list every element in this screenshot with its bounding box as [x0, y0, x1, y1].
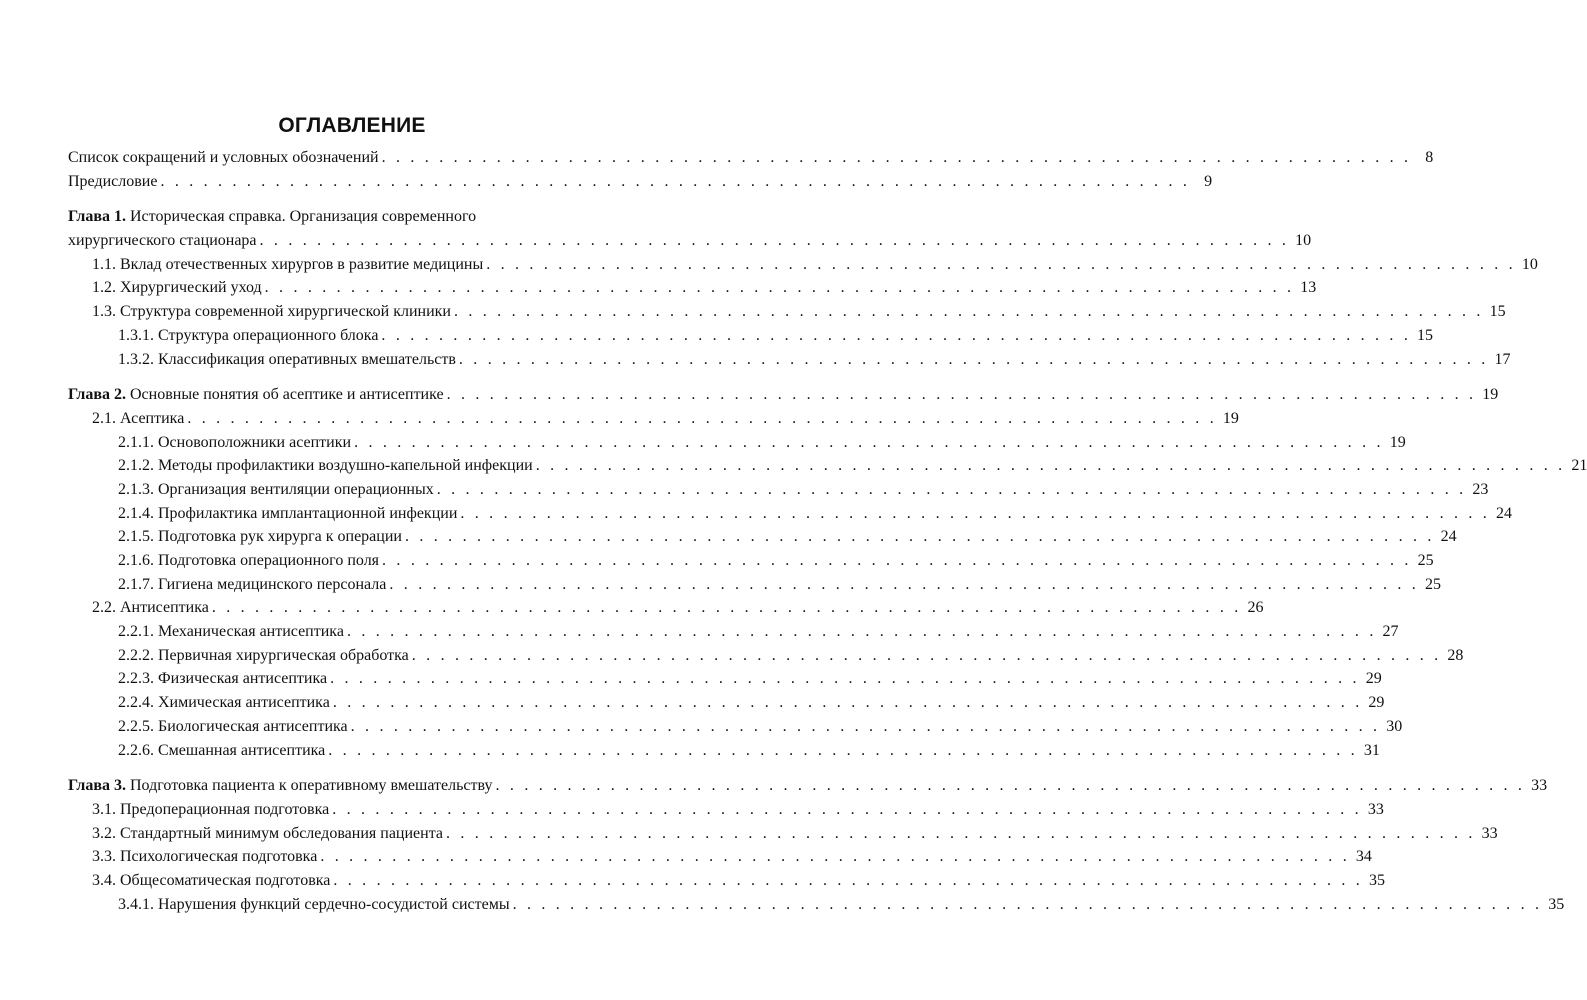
- toc-entry[interactable]: [68, 276, 1317, 300]
- toc-entry-text: 1.3. Структура современной хирургической клиники: [92, 303, 451, 321]
- toc-page-number: 30: [1386, 717, 1403, 735]
- toc-entry-text: 1.2. Хирургический уход: [92, 279, 262, 297]
- toc-page-number: 24: [1495, 504, 1512, 522]
- toc-leader-dots: . . . . . . . . . . . . . . . . . . . . . . . . . . . . . . . . . . . . . . . . . . . . . . . . . . . . . . . . . . . . . . . . . . . . . . . .: [495, 777, 1526, 795]
- toc-entry-text: 2.1.3. Организация вентиляции операционных: [118, 480, 434, 498]
- toc-page-number: 10: [1295, 232, 1312, 250]
- chapter-2-entries: [68, 407, 1587, 762]
- toc-leader-dots: . . . . . . . . . . . . . . . . . . . . . . . . . . . . . . . . . . . . . . . . . . . . . . . . . . . . . . . . . . . . . . . . . . . . . . . .: [333, 871, 1363, 889]
- toc-leader-dots: . . . . . . . . . . . . . . . . . . . . . . . . . . . . . . . . . . . . . . . . . . . . . . . . . . . . . . . . . . . . . . . . . . . . . . . .: [187, 409, 1217, 427]
- table-of-contents: [68, 146, 1587, 916]
- toc-entry[interactable]: [68, 300, 1506, 324]
- toc-entry-text: Предисловие: [68, 172, 158, 190]
- toc-entry[interactable]: [68, 253, 1538, 277]
- toc-page-number: 33: [1481, 824, 1498, 842]
- toc-entry-text: 2.2.3. Физическая антисептика: [118, 670, 328, 688]
- toc-leader-dots: . . . . . . . . . . . . . . . . . . . . . . . . . . . . . . . . . . . . . . . . . . . . . . . . . . . . . . . . . . . . . . . . . . . . . . . .: [328, 741, 1358, 759]
- toc-entry[interactable]: [68, 715, 1403, 739]
- toc-chapter-3[interactable]: [68, 774, 1548, 798]
- toc-leader-dots: . . . . . . . . . . . . . . . . . . . . . . . . . . . . . . . . . . . . . . . . . . . . . . . . . . . . . . . . . . . . . . . . . . . . . . . .: [382, 552, 1412, 570]
- toc-leader-dots: . . . . . . . . . . . . . . . . . . . . . . . . . . . . . . . . . . . . . . . . . . . . . . . . . . . . . . . . . . . . . . . . . . . . . . . .: [211, 599, 1242, 617]
- toc-entry[interactable]: [68, 454, 1587, 478]
- toc-leader-dots: . . . . . . . . . . . . . . . . . . . . . . . . . . . . . . . . . . . . . . . . . . . . . . . . . . . . . . . . . . . . . . . . . . . . . . . .: [512, 895, 1543, 913]
- toc-leader-dots: . . . . . . . . . . . . . . . . . . . . . . . . . . . . . . . . . . . . . . . . . . . . . . . . . . . . . . . . . . . . . . . . . . . . . . . .: [486, 255, 1516, 273]
- toc-leader-dots: . . . . . . . . . . . . . . . . . . . . . . . . . . . . . . . . . . . . . . . . . . . . . . . . . . . . . . . . . . . . . . . . . . . . . . . .: [332, 800, 1362, 818]
- toc-entry[interactable]: [68, 525, 1457, 549]
- toc-page-number: 26: [1247, 599, 1264, 617]
- toc-page-number: 35: [1368, 871, 1385, 889]
- chapter-title: Подготовка пациента к оперативному вмешательству: [130, 777, 493, 795]
- chapter-title: Основные понятия об асептике и антисептике: [130, 386, 444, 404]
- toc-entry[interactable]: [68, 822, 1498, 846]
- toc-page-number: 13: [1300, 279, 1317, 297]
- toc-page-number: 28: [1447, 646, 1464, 664]
- toc-leader-dots: . . . . . . . . . . . . . . . . . . . . . . . . . . . . . . . . . . . . . . . . . . . . . . . . . . . . . . . . . . . . . . . . . . . . . . . .: [446, 386, 1477, 404]
- toc-page-number: 35: [1548, 895, 1565, 913]
- toc-entry-text: 2.1.4. Профилактика имплантационной инфекции: [118, 504, 458, 522]
- toc-page-number: 19: [1222, 409, 1239, 427]
- toc-title: ОГЛАВЛЕНИЕ: [278, 114, 426, 137]
- chapter-title-line1: Историческая справка. Организация современного: [130, 208, 477, 226]
- toc-leader-dots: . . . . . . . . . . . . . . . . . . . . . . . . . . . . . . . . . . . . . . . . . . . . . . . . . . . . . . . . . . . . . . . . . . . . . . . .: [259, 232, 1290, 250]
- toc-entry-text: 2.2.1. Механическая антисептика: [118, 623, 344, 641]
- toc-entry[interactable]: [68, 324, 1434, 348]
- toc-page-number: 10: [1521, 255, 1538, 273]
- toc-entry[interactable]: [68, 798, 1384, 822]
- toc-entry-text: 2.2. Антисептика: [92, 599, 209, 617]
- toc-entry[interactable]: [68, 667, 1382, 691]
- toc-leader-dots: . . . . . . . . . . . . . . . . . . . . . . . . . . . . . . . . . . . . . . . . . . . . . . . . . . . . . . . . . . . . . . . . . . . . . . . .: [411, 646, 1442, 664]
- toc-entry-text: 2.1.7. Гигиена медицинского персонала: [118, 575, 387, 593]
- toc-page-number: 34: [1355, 848, 1372, 866]
- toc-page-number: 19: [1482, 386, 1499, 404]
- toc-page-number: 9: [1204, 172, 1213, 190]
- toc-leader-dots: . . . . . . . . . . . . . . . . . . . . . . . . . . . . . . . . . . . . . . . . . . . . . . . . . . . . . . . . . . . . . . . . . . . . . . . .: [332, 694, 1363, 712]
- toc-entry[interactable]: [68, 644, 1464, 668]
- toc-entry[interactable]: [68, 407, 1239, 431]
- toc-entry[interactable]: [68, 502, 1512, 526]
- toc-leader-dots: . . . . . . . . . . . . . . . . . . . . . . . . . . . . . . . . . . . . . . . . . . . . . . . . . . . . . . . . . . . . . . . . . . . . . . . .: [446, 824, 1476, 842]
- chapter-label: Глава 3.: [68, 777, 126, 795]
- toc-leader-dots: . . . . . . . . . . . . . . . . . . . . . . . . . . . . . . . . . . . . . . . . . . . . . . . . . . . . . . . . . . . . . . . . . . . . . . . .: [381, 326, 1412, 344]
- toc-entry-text: 2.2.2. Первичная хирургическая обработка: [118, 646, 409, 664]
- toc-page-number: 23: [1472, 480, 1489, 498]
- toc-entry-abbreviations[interactable]: [68, 146, 1434, 170]
- toc-entry-preface[interactable]: [68, 170, 1213, 194]
- chapter-label: Глава 1.: [68, 208, 126, 226]
- chapter-label: Глава 2.: [68, 386, 126, 404]
- chapter-heading: [68, 774, 493, 798]
- toc-entry-text: 2.2.5. Биологическая антисептика: [118, 717, 348, 735]
- toc-chapter-2[interactable]: [68, 383, 1499, 407]
- toc-leader-dots: . . . . . . . . . . . . . . . . . . . . . . . . . . . . . . . . . . . . . . . . . . . . . . . . . . . . . . . . . . . . . . . . . . . . . . . .: [160, 172, 1191, 190]
- toc-entry-text: 2.1.2. Методы профилактики воздушно-капельной инфекции: [118, 457, 533, 475]
- toc-entry[interactable]: [68, 478, 1489, 502]
- toc-leader-dots: . . . . . . . . . . . . . . . . . . . . . . . . . . . . . . . . . . . . . . . . . . . . . . . . . . . . . . . . . . . . . . . . . . . . . . . .: [350, 717, 1381, 735]
- chapter-3-entries: [68, 798, 1565, 916]
- toc-entry-text: 2.1.6. Подготовка операционного поля: [118, 552, 380, 570]
- toc-leader-dots: . . . . . . . . . . . . . . . . . . . . . . . . . . . . . . . . . . . . . . . . . . . . . . . . . . . . . . . . . . . . . . . . . . . . . . . .: [320, 848, 1350, 866]
- chapter-1-entries: [68, 253, 1538, 371]
- toc-leader-dots: . . . . . . . . . . . . . . . . . . . . . . . . . . . . . . . . . . . . . . . . . . . . . . . . . . . . . . . . . . . . . . . . . . . . . . . .: [453, 303, 1484, 321]
- toc-entry[interactable]: [68, 549, 1434, 573]
- chapter-heading: [68, 205, 626, 229]
- toc-entry-text: 3.1. Предоперационная подготовка: [92, 800, 330, 818]
- toc-entry[interactable]: [68, 893, 1565, 917]
- toc-entry[interactable]: [68, 596, 1264, 620]
- toc-page-number: 33: [1367, 800, 1384, 818]
- toc-leader-dots: . . . . . . . . . . . . . . . . . . . . . . . . . . . . . . . . . . . . . . . . . . . . . . . . . . . . . . . . . . . . . . . . . . . . . . . .: [458, 350, 1489, 368]
- toc-entry[interactable]: [68, 431, 1406, 455]
- toc-page-number: 29: [1368, 694, 1385, 712]
- toc-leader-dots: . . . . . . . . . . . . . . . . . . . . . . . . . . . . . . . . . . . . . . . . . . . . . . . . . . . . . . . . . . . . . . . . . . . . . . . .: [354, 433, 1384, 451]
- toc-entry-text: 2.2.6. Смешанная антисептика: [118, 741, 326, 759]
- toc-leader-dots: . . . . . . . . . . . . . . . . . . . . . . . . . . . . . . . . . . . . . . . . . . . . . . . . . . . . . . . . . . . . . . . . . . . . . . . .: [264, 279, 1295, 297]
- toc-leader-dots: . . . . . . . . . . . . . . . . . . . . . . . . . . . . . . . . . . . . . . . . . . . . . . . . . . . . . . . . . . . . . . . . . . . . . . . .: [346, 623, 1377, 641]
- toc-page-number: 27: [1382, 623, 1399, 641]
- toc-page-number: 15: [1489, 303, 1506, 321]
- toc-page-number: 29: [1365, 670, 1382, 688]
- toc-page-number: 33: [1531, 777, 1548, 795]
- toc-page-number: 25: [1417, 552, 1434, 570]
- toc-entry-text: 1.3.1. Структура операционного блока: [118, 326, 379, 344]
- toc-page-number: 25: [1425, 575, 1441, 593]
- chapter-title-row: [68, 229, 1312, 253]
- toc-entry-text: 3.4.1. Нарушения функций сердечно-сосудистой системы: [118, 895, 510, 913]
- toc-entry[interactable]: [68, 573, 1441, 597]
- toc-chapter-1[interactable]: [68, 205, 1312, 252]
- chapter-heading: [68, 383, 444, 407]
- toc-entry-text: 2.2.4. Химическая антисептика: [118, 694, 330, 712]
- toc-leader-dots: . . . . . . . . . . . . . . . . . . . . . . . . . . . . . . . . . . . . . . . . . . . . . . . . . . . . . . . . . . . . . . . . . . . . . . . .: [535, 457, 1566, 475]
- toc-entry-text: 1.1. Вклад отечественных хирургов в развитие медицины: [92, 255, 484, 273]
- toc-entry[interactable]: [68, 620, 1399, 644]
- toc-entry[interactable]: [68, 845, 1372, 869]
- toc-page-number: 19: [1389, 433, 1406, 451]
- toc-leader-dots: . . . . . . . . . . . . . . . . . . . . . . . . . . . . . . . . . . . . . . . . . . . . . . . . . . . . . . . . . . . . . . . . . . . . . . . .: [460, 504, 1490, 522]
- chapter-title-line2: хирургического стационара: [68, 232, 257, 250]
- toc-entry-text: 1.3.2. Классификация оперативных вмешательств: [118, 350, 456, 368]
- toc-leader-dots: . . . . . . . . . . . . . . . . . . . . . . . . . . . . . . . . . . . . . . . . . . . . . . . . . . . . . . . . . . . . . . . . . . . . . . . .: [330, 670, 1360, 688]
- toc-page-number: 8: [1425, 149, 1434, 166]
- toc-entry[interactable]: [68, 348, 1511, 372]
- toc-page-number: 17: [1494, 350, 1511, 368]
- toc-leader-dots: . . . . . . . . . . . . . . . . . . . . . . . . . . . . . . . . . . . . . . . . . . . . . . . . . . . . . . . . . . . . . . . . . . . . . . . .: [436, 480, 1467, 498]
- toc-leader-dots: . . . . . . . . . . . . . . . . . . . . . . . . . . . . . . . . . . . . . . . . . . . . . . . . . . . . . . . . . . . . . . . . . . . . . . . .: [381, 149, 1412, 166]
- toc-entry-text: Список сокращений и условных обозначений: [68, 149, 379, 166]
- toc-entry[interactable]: [68, 869, 1385, 893]
- toc-leader-dots: . . . . . . . . . . . . . . . . . . . . . . . . . . . . . . . . . . . . . . . . . . . . . . . . . . . . . . . . . . . . . . . . . . . . . . . .: [389, 575, 1419, 593]
- toc-entry[interactable]: [68, 691, 1385, 715]
- toc-leader-dots: . . . . . . . . . . . . . . . . . . . . . . . . . . . . . . . . . . . . . . . . . . . . . . . . . . . . . . . . . . . . . . . . . . . . . . . .: [404, 528, 1435, 546]
- toc-entry-text: 2.1. Асептика: [92, 409, 185, 427]
- toc-entry[interactable]: [68, 739, 1380, 763]
- toc-entry-text: 3.2. Стандартный минимум обследования пациента: [92, 824, 443, 842]
- toc-page-number: 24: [1440, 528, 1457, 546]
- toc-entry-text: 3.4. Общесоматическая подготовка: [92, 871, 331, 889]
- toc-entry-text: 3.3. Психологическая подготовка: [92, 848, 318, 866]
- toc-page-number: 21: [1571, 457, 1587, 475]
- toc-entry-text: 2.1.1. Основоположники асептики: [118, 433, 352, 451]
- toc-page-number: 31: [1363, 741, 1380, 759]
- toc-entry-text: 2.1.5. Подготовка рук хирурга к операции: [118, 528, 402, 546]
- toc-page-number: 15: [1417, 326, 1434, 344]
